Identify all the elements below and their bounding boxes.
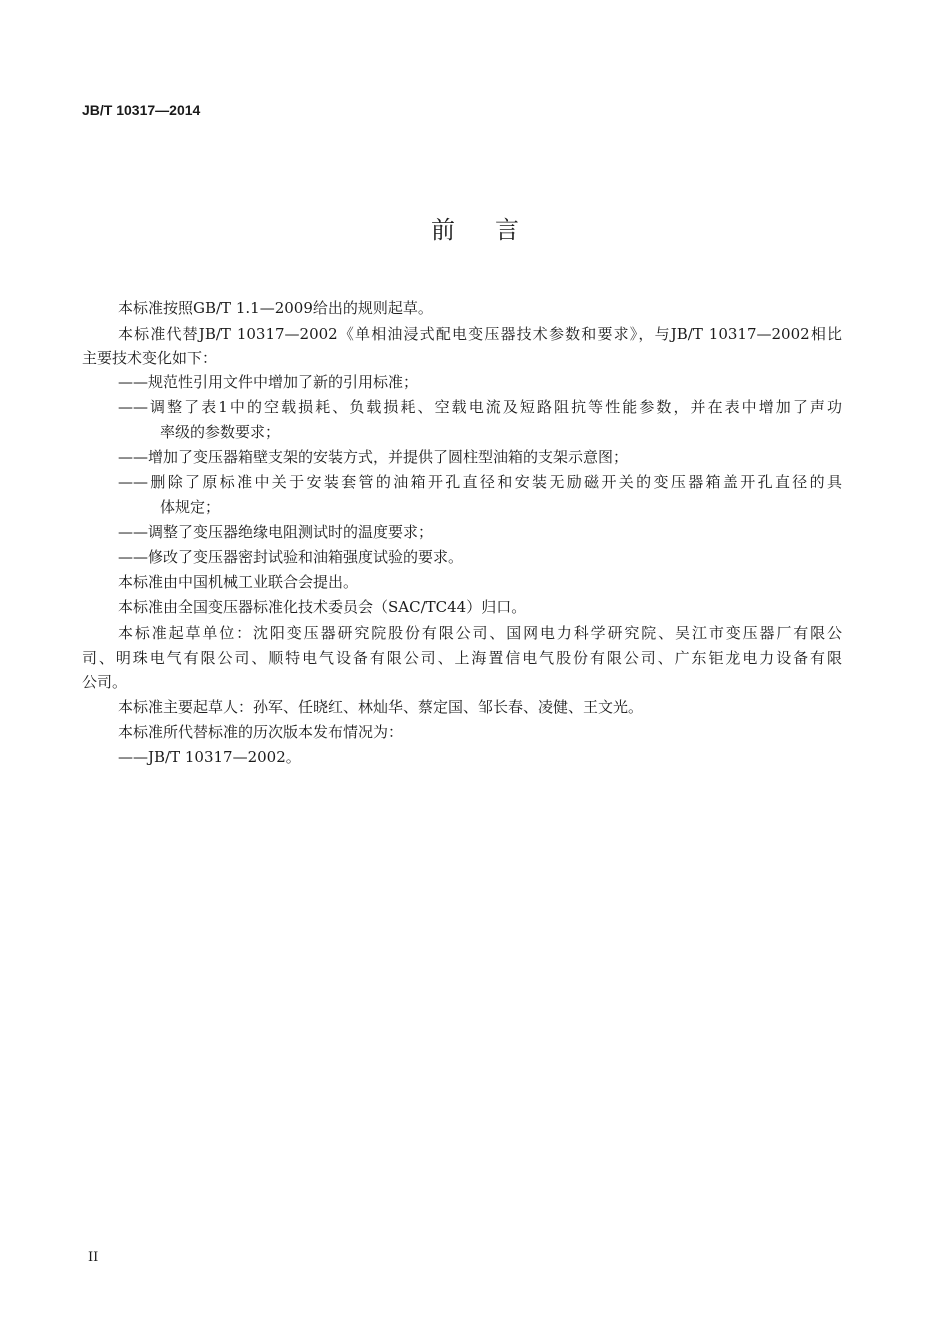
list-item: ——删除了原标准中关于安装套管的油箱开孔直径和安装无励磁开关的变压器箱盖开孔直径的具 xyxy=(118,473,842,491)
paragraph-line: 本标准所代替标准的历次版本发布情况为： xyxy=(118,723,404,741)
list-item-continuation: 体规定； xyxy=(160,498,221,516)
list-item: ——调整了表1中的空载损耗、负载损耗、空载电流及短路阻抗等性能参数，并在表中增加了声功 xyxy=(118,398,842,416)
paragraph-line: 公司。 xyxy=(82,673,128,691)
list-item-continuation: 率级的参数要求； xyxy=(160,423,281,441)
paragraph-line: 本标准由中国机械工业联合会提出。 xyxy=(118,573,359,591)
list-item: ——修改了变压器密封试验和油箱强度试验的要求。 xyxy=(118,548,464,566)
paragraph-line: 本标准起草单位：沈阳变压器研究院股份有限公司、国网电力科学研究院、吴江市变压器厂有限公 xyxy=(118,624,842,642)
paragraph-line: 本标准代替JB/T 10317—2002《单相油浸式配电变压器技术参数和要求》，与JB/T 10317—2002相比 xyxy=(118,325,842,343)
page-title: 前言 xyxy=(431,216,559,244)
list-item: ——增加了变压器箱壁支架的安装方式，并提供了圆柱型油箱的支架示意图； xyxy=(118,448,629,466)
paragraph-line: 本标准按照GB/T 1.1—2009给出的规则起草。 xyxy=(118,299,433,317)
paragraph-line: 本标准主要起草人：孙军、任晓红、林灿华、蔡定国、邹长春、凌健、王文光。 xyxy=(118,698,644,716)
paragraph-line: 主要技术变化如下： xyxy=(82,349,218,367)
page-number: II xyxy=(88,1250,99,1265)
list-item: ——JB/T 10317—2002。 xyxy=(118,748,301,766)
paragraph-line: 司、明珠电气有限公司、顺特电气设备有限公司、上海置信电气股份有限公司、广东钜龙电力设备有限 xyxy=(82,649,842,667)
standard-code-header: JB/T 10317—2014 xyxy=(82,102,201,118)
paragraph-line: 本标准由全国变压器标准化技术委员会（SAC/TC44）归口。 xyxy=(118,598,527,616)
list-item: ——调整了变压器绝缘电阻测试时的温度要求； xyxy=(118,523,434,541)
list-item: ——规范性引用文件中增加了新的引用标准； xyxy=(118,373,419,391)
